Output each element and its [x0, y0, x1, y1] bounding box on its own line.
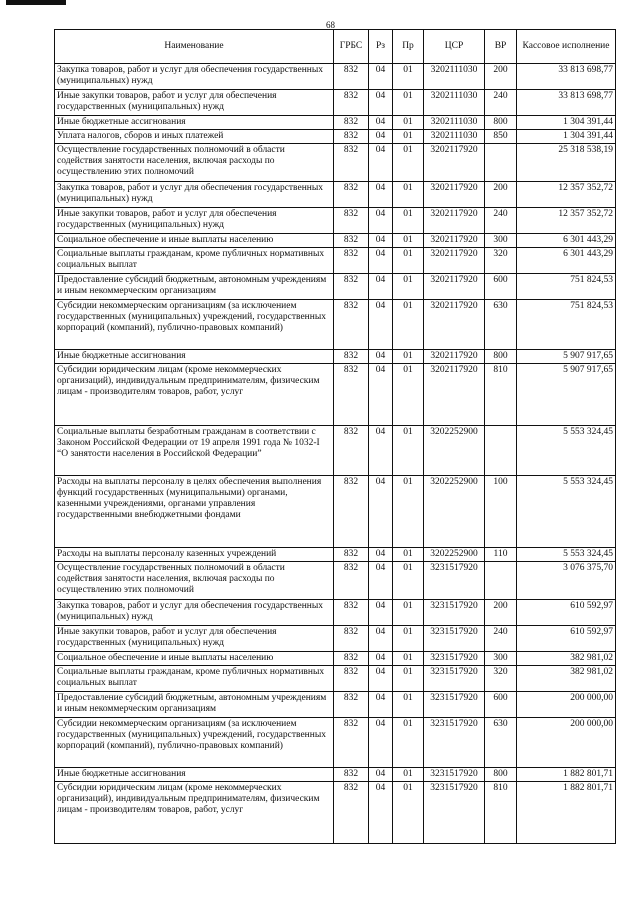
cell-csr: 3202252900 [424, 548, 485, 562]
table-row [55, 626, 616, 652]
cell-csr: 3231517920 [424, 782, 485, 844]
cell-csr: 3202117920 [424, 248, 485, 274]
cell-vr: 800 [485, 768, 517, 782]
cell-name: Уплата налогов, сборов и иных платежей [55, 130, 334, 144]
table-row [55, 426, 616, 476]
cell-rz: 04 [369, 350, 393, 364]
cell-grbs: 832 [334, 548, 369, 562]
cell-amount: 5 907 917,65 [517, 350, 616, 364]
cell-pr: 01 [393, 692, 424, 718]
table-row [55, 666, 616, 692]
table-header-row [55, 30, 616, 64]
cell-csr: 3202111030 [424, 130, 485, 144]
cell-csr: 3202117920 [424, 300, 485, 350]
cell-amount: 5 907 917,65 [517, 364, 616, 426]
cell-pr: 01 [393, 274, 424, 300]
table-row [55, 600, 616, 626]
cell-name: Закупка товаров, работ и услуг для обеспечения государственных (муниципальных) нужд [55, 600, 334, 626]
header-amount: Кассовое исполнение [517, 30, 616, 64]
cell-name: Осуществление государственных полномочий в области содействия занятости населения, включая расходы по осуществлению этих полномочий [55, 144, 334, 182]
cell-amount: 382 981,02 [517, 652, 616, 666]
cell-rz: 04 [369, 248, 393, 274]
cell-pr: 01 [393, 182, 424, 208]
cell-grbs: 832 [334, 718, 369, 768]
cell-grbs: 832 [334, 116, 369, 130]
cell-rz: 04 [369, 234, 393, 248]
cell-csr: 3202117920 [424, 274, 485, 300]
cell-name: Субсидии юридическим лицам (кроме некоммерческих организаций), индивидуальным предпринимателям, физическим лицам - производителям товаров, работ, услуг [55, 782, 334, 844]
cell-name: Субсидии некоммерческим организациям (за исключением государственных (муниципальных) учреждений, государственных корпораций (компаний), публично-правовых компаний) [55, 718, 334, 768]
cell-rz: 04 [369, 652, 393, 666]
cell-rz: 04 [369, 782, 393, 844]
cell-rz: 04 [369, 90, 393, 116]
cell-amount: 6 301 443,29 [517, 248, 616, 274]
cell-rz: 04 [369, 426, 393, 476]
cell-rz: 04 [369, 182, 393, 208]
cell-pr: 01 [393, 652, 424, 666]
cell-csr: 3231517920 [424, 768, 485, 782]
table-row [55, 364, 616, 426]
cell-vr: 630 [485, 300, 517, 350]
cell-name: Осуществление государственных полномочий в области содействия занятости населения, включая расходы по осуществлению этих полномочий [55, 562, 334, 600]
cell-pr: 01 [393, 364, 424, 426]
cell-name: Иные бюджетные ассигнования [55, 768, 334, 782]
cell-amount: 1 304 391,44 [517, 116, 616, 130]
cell-name: Иные бюджетные ассигнования [55, 116, 334, 130]
cell-grbs: 832 [334, 562, 369, 600]
table-row [55, 182, 616, 208]
cell-csr: 3202117920 [424, 364, 485, 426]
cell-name: Социальное обеспечение и иные выплаты населению [55, 234, 334, 248]
cell-rz: 04 [369, 548, 393, 562]
table-row [55, 208, 616, 234]
cell-grbs: 832 [334, 248, 369, 274]
cell-rz: 04 [369, 130, 393, 144]
table-row [55, 548, 616, 562]
cell-name: Иные закупки товаров, работ и услуг для обеспечения государственных (муниципальных) нужд [55, 208, 334, 234]
cell-vr: 800 [485, 116, 517, 130]
cell-csr: 3202252900 [424, 476, 485, 548]
cell-vr: 850 [485, 130, 517, 144]
cell-grbs: 832 [334, 234, 369, 248]
cell-name: Расходы на выплаты персоналу казенных учреждений [55, 548, 334, 562]
cell-amount: 200 000,00 [517, 718, 616, 768]
cell-amount: 33 813 698,77 [517, 64, 616, 90]
table-row [55, 116, 616, 130]
cell-grbs: 832 [334, 666, 369, 692]
cell-vr: 320 [485, 248, 517, 274]
cell-rz: 04 [369, 476, 393, 548]
cell-pr: 01 [393, 562, 424, 600]
cell-pr: 01 [393, 718, 424, 768]
cell-csr: 3231517920 [424, 692, 485, 718]
cell-name: Социальные выплаты гражданам, кроме публичных нормативных социальных выплат [55, 666, 334, 692]
cell-csr: 3202117920 [424, 234, 485, 248]
table-row [55, 350, 616, 364]
cell-pr: 01 [393, 90, 424, 116]
cell-vr: 200 [485, 600, 517, 626]
cell-name: Социальные выплаты безработным гражданам в соответствии с Законом Российской Федерации от 19 апреля 1991 года № 1032-I “О занятости населения в Российской Федерации” [55, 426, 334, 476]
cell-vr: 200 [485, 182, 517, 208]
table-body [55, 64, 616, 844]
cell-pr: 01 [393, 116, 424, 130]
cell-csr: 3231517920 [424, 666, 485, 692]
cell-csr: 3202111030 [424, 90, 485, 116]
cell-name: Предоставление субсидий бюджетным, автономным учреждениям и иным некоммерческим организациям [55, 274, 334, 300]
cell-grbs: 832 [334, 64, 369, 90]
cell-vr: 810 [485, 782, 517, 844]
cell-csr: 3231517920 [424, 600, 485, 626]
cell-grbs: 832 [334, 768, 369, 782]
cell-grbs: 832 [334, 350, 369, 364]
cell-amount: 1 304 391,44 [517, 130, 616, 144]
cell-vr: 800 [485, 350, 517, 364]
cell-csr: 3202252900 [424, 426, 485, 476]
cell-name: Иные закупки товаров, работ и услуг для обеспечения государственных (муниципальных) нужд [55, 90, 334, 116]
cell-pr: 01 [393, 248, 424, 274]
table-row [55, 562, 616, 600]
cell-grbs: 832 [334, 208, 369, 234]
cell-pr: 01 [393, 234, 424, 248]
table-row [55, 782, 616, 844]
cell-amount: 33 813 698,77 [517, 90, 616, 116]
cell-rz: 04 [369, 64, 393, 90]
cell-vr: 630 [485, 718, 517, 768]
table-row [55, 64, 616, 90]
cell-rz: 04 [369, 692, 393, 718]
cell-vr: 240 [485, 90, 517, 116]
cell-amount: 5 553 324,45 [517, 426, 616, 476]
cell-grbs: 832 [334, 652, 369, 666]
cell-pr: 01 [393, 208, 424, 234]
table-row [55, 130, 616, 144]
cell-grbs: 832 [334, 90, 369, 116]
cell-pr: 01 [393, 350, 424, 364]
table-row [55, 90, 616, 116]
cell-vr [485, 144, 517, 182]
header-pr: Пр [393, 30, 424, 64]
cell-name: Закупка товаров, работ и услуг для обеспечения государственных (муниципальных) нужд [55, 182, 334, 208]
table-row [55, 274, 616, 300]
scan-corner-mark [6, 0, 66, 5]
cell-name: Социальное обеспечение и иные выплаты населению [55, 652, 334, 666]
cell-grbs: 832 [334, 274, 369, 300]
cell-amount: 610 592,97 [517, 626, 616, 652]
cell-vr: 100 [485, 476, 517, 548]
cell-amount: 751 824,53 [517, 300, 616, 350]
cell-vr: 300 [485, 652, 517, 666]
table-row [55, 718, 616, 768]
cell-pr: 01 [393, 768, 424, 782]
cell-grbs: 832 [334, 144, 369, 182]
cell-csr: 3202117920 [424, 144, 485, 182]
cell-vr: 300 [485, 234, 517, 248]
cell-grbs: 832 [334, 182, 369, 208]
cell-grbs: 832 [334, 300, 369, 350]
cell-pr: 01 [393, 144, 424, 182]
cell-grbs: 832 [334, 476, 369, 548]
cell-rz: 04 [369, 626, 393, 652]
cell-name: Социальные выплаты гражданам, кроме публичных нормативных социальных выплат [55, 248, 334, 274]
table-row [55, 768, 616, 782]
cell-pr: 01 [393, 666, 424, 692]
header-csr: ЦСР [424, 30, 485, 64]
cell-amount: 1 882 801,71 [517, 768, 616, 782]
cell-amount: 751 824,53 [517, 274, 616, 300]
table-row [55, 144, 616, 182]
cell-grbs: 832 [334, 626, 369, 652]
cell-amount: 5 553 324,45 [517, 548, 616, 562]
cell-name: Предоставление субсидий бюджетным, автономным учреждениям и иным некоммерческим организациям [55, 692, 334, 718]
table-row [55, 300, 616, 350]
cell-amount: 610 592,97 [517, 600, 616, 626]
header-name: Наименование [55, 30, 334, 64]
cell-grbs: 832 [334, 130, 369, 144]
table-row [55, 652, 616, 666]
cell-amount: 1 882 801,71 [517, 782, 616, 844]
cell-rz: 04 [369, 768, 393, 782]
table-row [55, 248, 616, 274]
cell-vr: 240 [485, 208, 517, 234]
cell-amount: 382 981,02 [517, 666, 616, 692]
cell-pr: 01 [393, 300, 424, 350]
cell-name: Иные закупки товаров, работ и услуг для обеспечения государственных (муниципальных) нужд [55, 626, 334, 652]
cell-pr: 01 [393, 600, 424, 626]
cell-name: Субсидии юридическим лицам (кроме некоммерческих организаций), индивидуальным предпринимателям, физическим лицам - производителям товаров, работ, услуг [55, 364, 334, 426]
cell-pr: 01 [393, 476, 424, 548]
header-vr: ВР [485, 30, 517, 64]
cell-name: Иные бюджетные ассигнования [55, 350, 334, 364]
cell-amount: 3 076 375,70 [517, 562, 616, 600]
header-grbs: ГРБС [334, 30, 369, 64]
cell-rz: 04 [369, 364, 393, 426]
cell-grbs: 832 [334, 782, 369, 844]
table-row [55, 692, 616, 718]
cell-grbs: 832 [334, 600, 369, 626]
cell-grbs: 832 [334, 364, 369, 426]
cell-amount: 25 318 538,19 [517, 144, 616, 182]
cell-rz: 04 [369, 600, 393, 626]
cell-rz: 04 [369, 274, 393, 300]
cell-amount: 200 000,00 [517, 692, 616, 718]
cell-amount: 12 357 352,72 [517, 208, 616, 234]
cell-vr: 320 [485, 666, 517, 692]
cell-name: Расходы на выплаты персоналу в целях обеспечения выполнения функций государственных (муниципальными) органами, казенными учреждениями, органами управления государственными внебюджетными фондами [55, 476, 334, 548]
cell-rz: 04 [369, 116, 393, 130]
cell-grbs: 832 [334, 692, 369, 718]
cell-csr: 3202111030 [424, 116, 485, 130]
cell-vr: 200 [485, 64, 517, 90]
cell-name: Субсидии некоммерческим организациям (за исключением государственных (муниципальных) учреждений, государственных корпораций (компаний), публично-правовых компаний) [55, 300, 334, 350]
cell-csr: 3202117920 [424, 350, 485, 364]
cell-pr: 01 [393, 626, 424, 652]
table-row [55, 234, 616, 248]
cell-pr: 01 [393, 64, 424, 90]
cell-rz: 04 [369, 666, 393, 692]
cell-amount: 6 301 443,29 [517, 234, 616, 248]
cell-pr: 01 [393, 426, 424, 476]
cell-grbs: 832 [334, 426, 369, 476]
cell-vr: 600 [485, 274, 517, 300]
cell-csr: 3231517920 [424, 718, 485, 768]
page-number: 68 [326, 20, 335, 30]
cell-rz: 04 [369, 144, 393, 182]
cell-csr: 3202117920 [424, 182, 485, 208]
cell-vr: 600 [485, 692, 517, 718]
cell-csr: 3202117920 [424, 208, 485, 234]
cell-rz: 04 [369, 718, 393, 768]
cell-rz: 04 [369, 208, 393, 234]
cell-rz: 04 [369, 300, 393, 350]
cell-amount: 12 357 352,72 [517, 182, 616, 208]
cell-vr: 110 [485, 548, 517, 562]
cell-vr [485, 426, 517, 476]
cell-pr: 01 [393, 548, 424, 562]
cell-csr: 3202111030 [424, 64, 485, 90]
cell-rz: 04 [369, 562, 393, 600]
cell-pr: 01 [393, 130, 424, 144]
cell-amount: 5 553 324,45 [517, 476, 616, 548]
cell-name: Закупка товаров, работ и услуг для обеспечения государственных (муниципальных) нужд [55, 64, 334, 90]
cell-csr: 3231517920 [424, 626, 485, 652]
cell-vr [485, 562, 517, 600]
cell-pr: 01 [393, 782, 424, 844]
header-rz: Рз [369, 30, 393, 64]
table-row [55, 476, 616, 548]
cell-vr: 810 [485, 364, 517, 426]
cell-csr: 3231517920 [424, 652, 485, 666]
cell-vr: 240 [485, 626, 517, 652]
cell-csr: 3231517920 [424, 562, 485, 600]
budget-execution-table [54, 29, 616, 844]
